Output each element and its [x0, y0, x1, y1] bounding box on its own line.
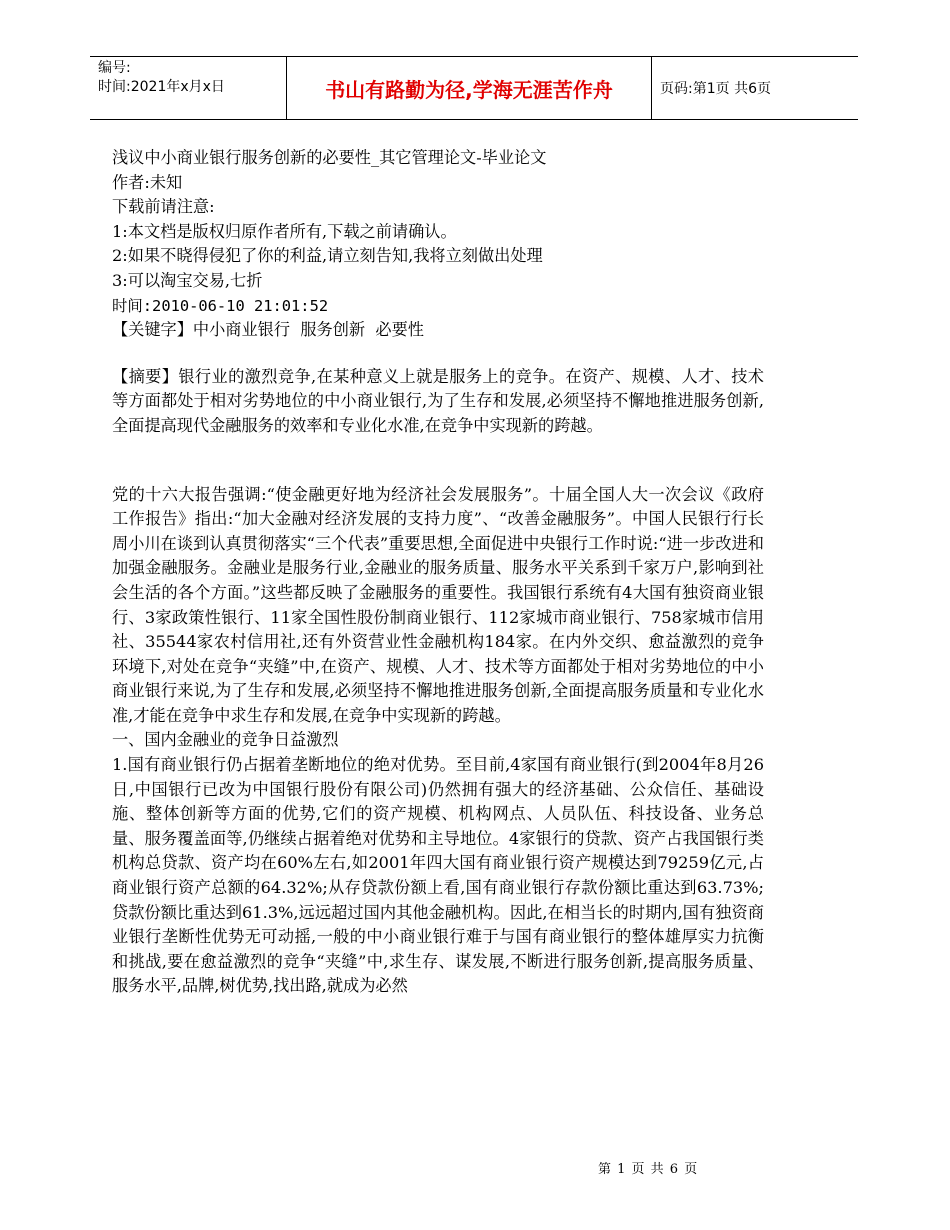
- page-footer: 第 1 页 共 6 页: [598, 1162, 699, 1177]
- notice-item-2: 2:如果不晓得侵犯了你的利益,请立刻告知,我将立刻做出处理: [112, 246, 543, 266]
- document-title: 浅议中小商业银行服务创新的必要性_其它管理论文-毕业论文: [112, 148, 547, 167]
- notice-item-1: 1:本文档是版权归原作者所有,下载之前请确认。: [112, 221, 457, 241]
- notice-heading: 下载前请注意:: [112, 197, 215, 217]
- section-heading-1: 一、国内金融业的竞争日益激烈: [112, 730, 339, 750]
- document-body: [112, 146, 764, 999]
- header-page-info: 页码:第1页 共6页: [660, 81, 771, 97]
- body-paragraph-1: 党的十六大报告强调:“使金融更好地为经济社会发展服务”。十届全国人大一次会议《政府工作报告》指出:“加大金融对经济发展的支持力度”、“改善金融服务”。中国人民银行行长周小川在谈到认真贯彻落实“三个代表”重要思想,全面促进中央银行工作时说:“进一步改进和加强金融服务。金融业是服务行业,金融业的服务质量、服务水平关系到千家万户,影响到社会生活的各个方面。”这些都反映了金融服务的重要性。我国银行系统有4大国有独资商业银行、3家政策性银行、11家全国性股份制商业银行、112家城市商业银行、758家城市信用社、35544家农村信用社,还有外资营业性金融机构184家。在内外交织、愈益激烈的竞争环境下,对处在竞争“夹缝”中,在资产、规模、人才、技术等方面都处于相对劣势地位的中小商业银行来说,为了生存和发展,必须坚持不懈地推进服务创新,全面提高服务质量和专业化水准,才能在竞争中求生存和发展,在竞争中实现新的跨越。: [112, 484, 764, 725]
- header-meta: [90, 57, 286, 119]
- document-keywords: 【关键字】中小商业银行 服务创新 必要性: [112, 320, 424, 340]
- document-abstract: 【摘要】银行业的激烈竞争,在某种意义上就是服务上的竞争。在资产、规模、人才、技术等方面都处于相对劣势地位的中小商业银行,为了生存和发展,必须坚持不懈地推进服务创新,全面提高现代金融服务的效率和专业化水准,在竞争中实现新的跨越。: [112, 366, 764, 435]
- document-author: 作者:未知: [112, 172, 183, 192]
- document-time: 时间:2010-06-10 21:01:52: [112, 296, 329, 315]
- notice-item-3: 3:可以淘宝交易,七折: [112, 270, 263, 290]
- document-number-label: 编号:: [98, 60, 131, 76]
- page-header: [90, 56, 858, 120]
- document-time-label: 时间:2021年x月x日: [98, 79, 225, 95]
- body-paragraph-2: 1.国有商业银行仍占据着垄断地位的绝对优势。至目前,4家国有商业银行(到2004年8月26日,中国银行已改为中国银行股份有限公司)仍然拥有强大的经济基础、公众信任、基础设施、整体创新等方面的优势,它们的资产规模、机构网点、人员队伍、科技设备、业务总量、服务覆盖面等,仍继续占据着绝对优势和主导地位。4家银行的贷款、资产占我国银行类机构总贷款、资产均在60%左右,如2001年四大国有商业银行资产规模达到79259亿元,占商业银行资产总额的64.32%;从存贷款份额上看,国有商业银行存款份额比重达到63.73%;贷款份额比重达到61.3%,远远超过国内其他金融机构。因此,在相当长的时期内,国有独资商业银行垄断性优势无可动摇,一般的中小商业银行难于与国有商业银行的整体雄厚实力抗衡和挑战,要在愈益激烈的竞争“夹缝”中,求生存、谋发展,不断进行服务创新,提高服务质量、服务水平,品牌,树优势,找出路,就成为必然: [112, 755, 764, 996]
- header-motto: 书山有路勤为径,学海无涯苦作舟: [286, 57, 652, 119]
